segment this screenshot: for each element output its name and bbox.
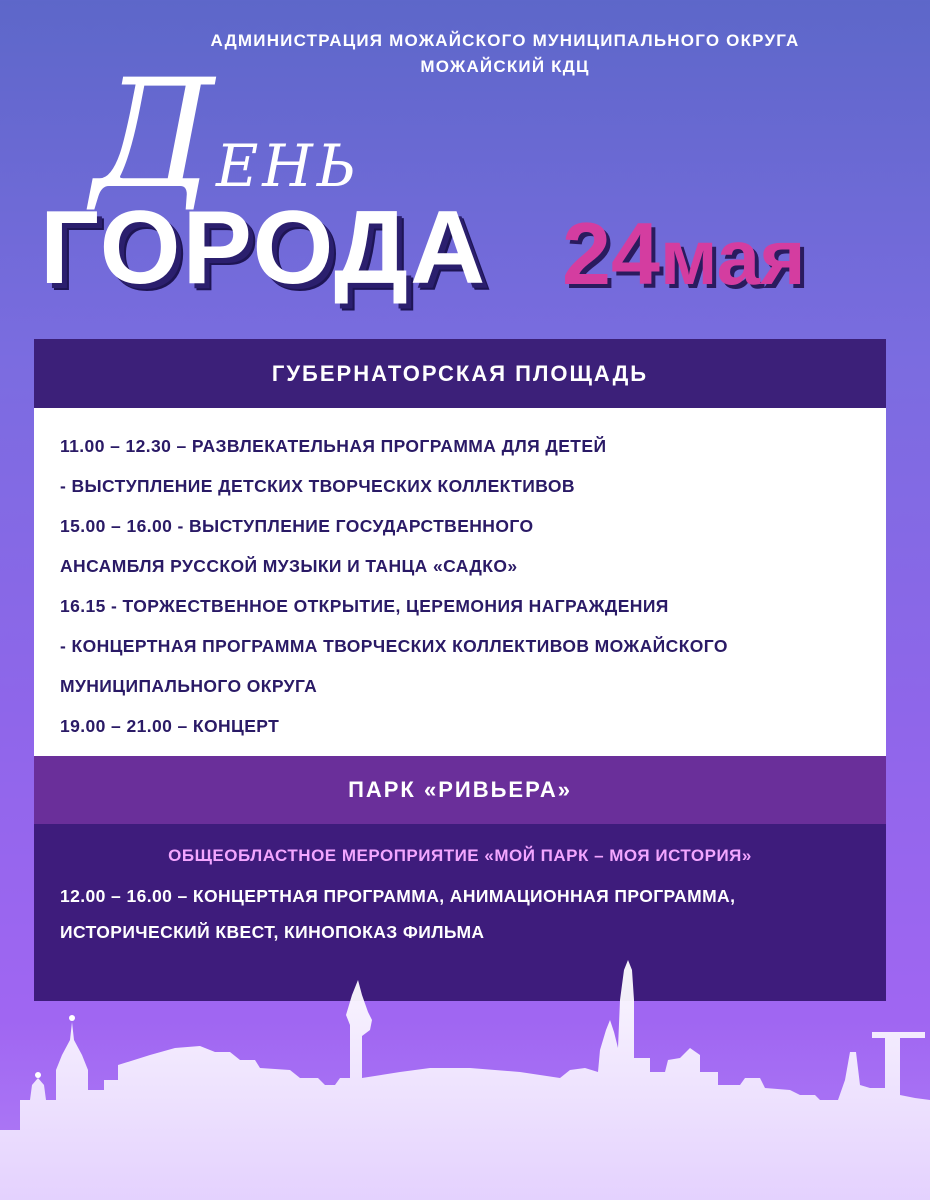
schedule-line: - ВЫСТУПЛЕНИЕ ДЕТСКИХ ТВОРЧЕСКИХ КОЛЛЕКТИВОВ	[60, 476, 575, 496]
schedule-line: АНСАМБЛЯ РУССКОЙ МУЗЫКИ И ТАНЦА «САДКО»	[60, 556, 518, 576]
event-date	[562, 204, 806, 303]
title-goroda: ГОРОДА	[40, 190, 488, 306]
section-gubernatorskaya-heading	[34, 339, 886, 408]
park-event-subtitle: ОБЩЕОБЛАСТНОЕ МЕРОПРИЯТИЕ «МОЙ ПАРК – МОЯ ИСТОРИЯ»	[168, 846, 752, 865]
title-den-rest: ЕНЬ	[215, 132, 360, 200]
section-gubernatorskaya-schedule	[34, 408, 886, 756]
section-park-heading	[34, 756, 886, 824]
schedule-line: МУНИЦИПАЛЬНОГО ОКРУГА	[60, 676, 318, 696]
schedule-line: 15.00 – 16.00 - ВЫСТУПЛЕНИЕ ГОСУДАРСТВЕННОГО	[60, 516, 534, 536]
organizer-text: АДМИНИСТРАЦИЯ МОЖАЙСКОГО МУНИЦИПАЛЬНОГО ОКРУГА	[210, 31, 800, 50]
schedule-line: 16.15 - ТОРЖЕСТВЕННОЕ ОТКРЫТИЕ, ЦЕРЕМОНИЯ НАГРАЖДЕНИЯ	[60, 596, 669, 616]
kdc-text: МОЖАЙСКИЙ КДЦ	[420, 57, 590, 76]
date-day: 24	[562, 204, 660, 303]
schedule-line: - КОНЦЕРТНАЯ ПРОГРАММА ТВОРЧЕСКИХ КОЛЛЕКТИВОВ МОЖАЙСКОГО	[60, 636, 728, 656]
city-skyline-icon	[0, 960, 930, 1200]
date-month: мая	[659, 213, 806, 301]
section-park-title: ПАРК «РИВЬЕРА»	[348, 777, 572, 802]
schedule-line: ИСТОРИЧЕСКИЙ КВЕСТ, КИНОПОКАЗ ФИЛЬМА	[60, 922, 485, 942]
section-gubernatorskaya-title: ГУБЕРНАТОРСКАЯ ПЛОЩАДЬ	[271, 360, 649, 386]
schedule-line: 19.00 – 21.00 – КОНЦЕРТ	[60, 716, 280, 736]
title-den	[92, 48, 360, 222]
schedule-line: 11.00 – 12.30 – РАЗВЛЕКАТЕЛЬНАЯ ПРОГРАММА ДЛЯ ДЕТЕЙ	[60, 436, 607, 456]
schedule-line: 12.00 – 16.00 – КОНЦЕРТНАЯ ПРОГРАММА, АНИМАЦИОННАЯ ПРОГРАММА,	[60, 886, 736, 906]
title-den-initial: Д	[92, 48, 216, 222]
